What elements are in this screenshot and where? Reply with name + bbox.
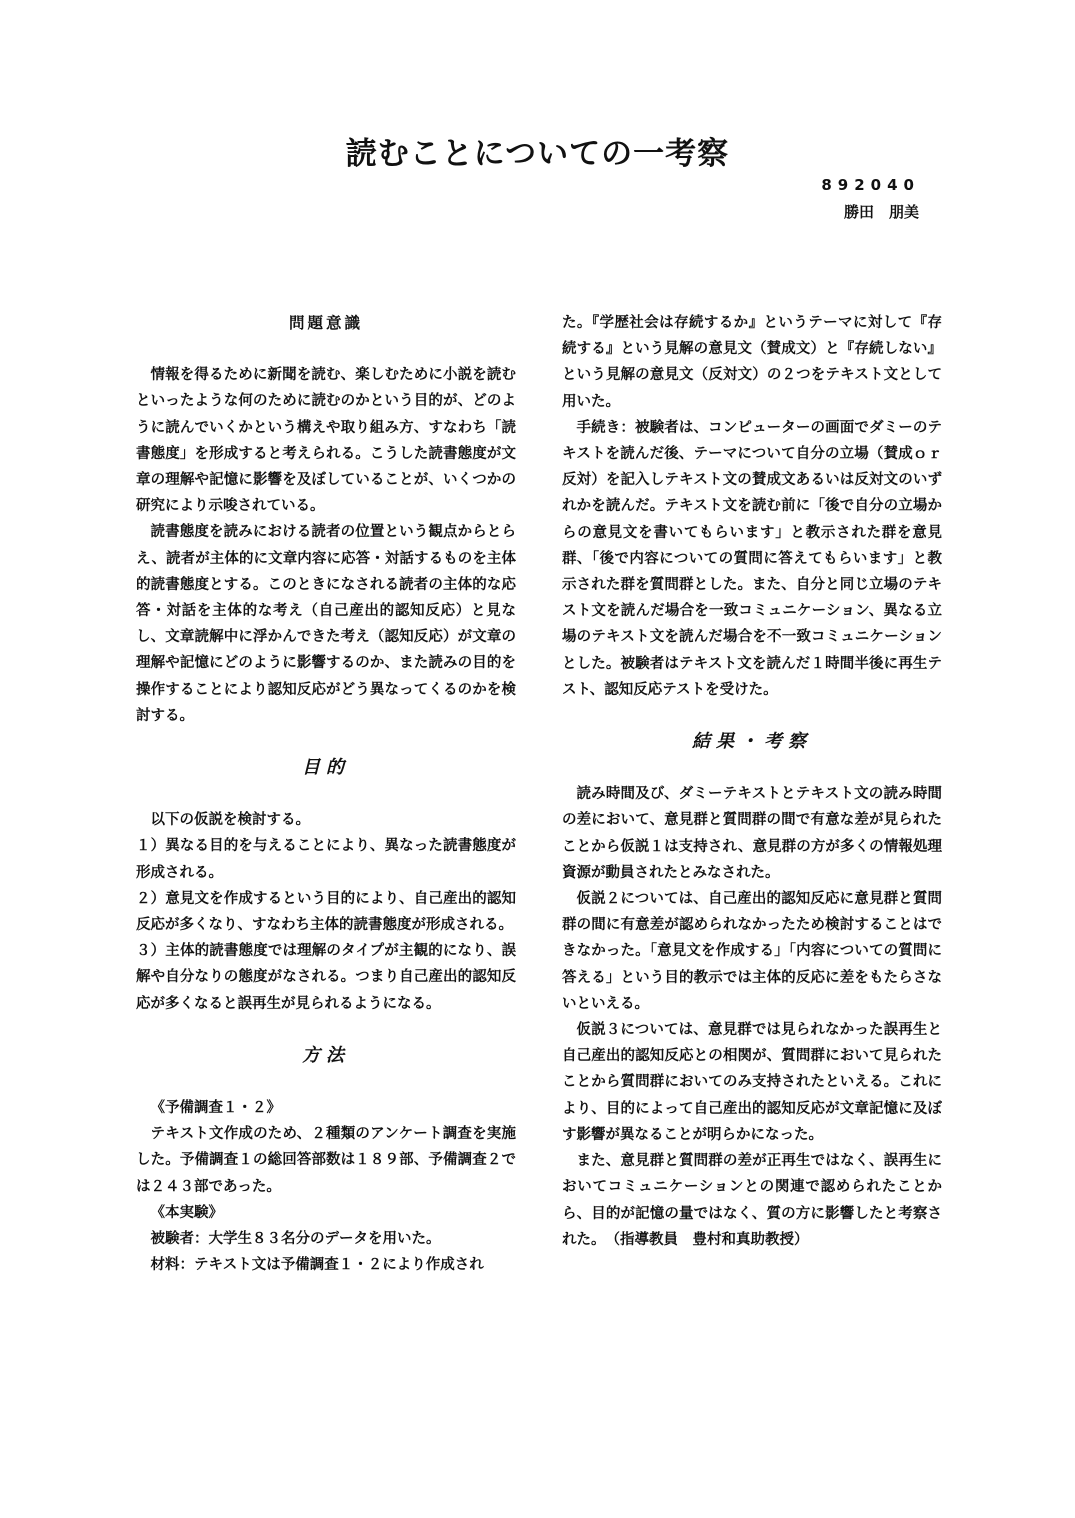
mondai-paragraph: 読書態度を読みにおける読者の位置という観点からとらえ、読者が主体的に文章内容に応答・対話するものを主体的読書態度とする。このときになされる読者の主体的な応答・対話を主体的な考え（自己産出的認知反応）と見なし、文章読解中に浮かんできた考え（認知反応）が文章の理解や記憶にどのように影響するのか、また読みの目的を操作することにより認知反応がどう異なってくるのかを検討する。 (136, 524, 516, 724)
mokuteki-intro: 以下の仮説を検討する。 (150, 812, 310, 829)
section-heading-kekka: 結果・考察 (692, 731, 812, 753)
hypothesis-item: ２）意見文を作成するという目的により、自己産出的認知反応が多くなり、すなわち主体的読書態度が形成される。 (136, 890, 516, 934)
results-paragraph: 読み時間及び、ダミーテキストとテキスト文の読み時間の差において、意見群と質問群の間で有意な差が見られたことから仮説１は支持され、意見群の方が多くの情報処理資源が動員されたとみなされた。 (562, 786, 942, 881)
student-id: 892040 (821, 176, 920, 194)
hypothesis-item: １）異なる目的を与えることにより、異なった読書態度が形成される。 (136, 838, 516, 881)
section-heading-houhou: 方法 (302, 1044, 350, 1066)
method-paragraph: 手続き：被験者は、コンピューターの画面でダミーのテキストを読んだ後、テーマについて自分の立場（賛成ｏｒ反対）を記入しテキスト文の賛成文あるいは反対文のいずれかを読んだ。テキスト文を読む前に「後で自分の立場からの意見文を書いてもらいます」と教示された群を意見群、「後で内容についての質問に答えてもらいます」と教示された群を質問群とした。また、自分と同じ立場のテキスト文を読んだ場合を一致コミュニケーション、異なる立場のテキスト文を読んだ場合を不一致コミュニケーションとした。被験者はテキスト文を読んだ１時間半後に再生テスト、認知反応テストを受けた。 (562, 419, 942, 698)
paper-title: 読むことについての一考察 (345, 136, 730, 172)
method-paragraph: た。『学歴社会は存続するか』というテーマに対して『存続する』という見解の意見文（賛成文）と『存続しない』という見解の意見文（反対文）の２つをテキスト文として用いた。 (562, 315, 942, 410)
method-subheading: 《本実験》 (150, 1204, 223, 1221)
method-paragraph: テキスト文作成のため、２種類のアンケート調査を実施した。予備調査１の総回答部数は１８９部、予備調査２では２４３部であった。 (136, 1126, 516, 1195)
results-paragraph: 仮説２については、自己産出的認知反応に意見群と質問群の間に有意差が認められなかったため検討することはできなかった。「意見文を作成する」「内容についての質問に答える」という目的教示では主体的反応に差をもたらさないといえる。 (562, 891, 942, 1012)
author-name: 勝田 朋美 (843, 203, 919, 221)
hypothesis-item: ３）主体的読書態度では理解のタイプが主観的になり、誤解や自分なりの態度がなされる。つまり自己産出的認知反応が多くなると誤再生が見られるようになる。 (136, 943, 516, 1012)
left-column (136, 310, 516, 1279)
results-paragraph: 仮説３については、意見群では見られなかった誤再生と自己産出的認知反応との相関が、質問群において見られたことから質問群においてのみ支持されたといえる。これにより、目的によって自己産出的認知反応が文章記憶に及ぼす影響が異なることが明らかになった。 (562, 1022, 942, 1143)
method-paragraph: 材料：テキスト文は予備調査１・２により作成され (150, 1257, 484, 1274)
results-paragraph: また、意見群と質問群の差が正再生ではなく、誤再生においてコミュニケーションとの関連で認められたことから、目的が記憶の量ではなく、質の方に影響したと考察された。 （指導教員 豊村和真助教授） (562, 1153, 942, 1248)
mondai-paragraph: 情報を得るために新聞を読む、楽しむために小説を読むといったような何のために読むのかという目的が、どのように読んでいくかという構えや取り組み方、すなわち「読書態度」を形成すると考えられる。こうした読書態度が文章の理解や記憶に影響を及ぼしていることが、いくつかの研究により示唆されている。 (136, 367, 516, 515)
section-heading-mokuteki: 目的 (302, 757, 350, 779)
section-heading-mondai: 問題意識 (288, 314, 363, 332)
method-subheading: 《予備調査１・２》 (150, 1100, 281, 1117)
method-paragraph: 被験者：大学生８３名分のデータを用いた。 (150, 1231, 441, 1248)
right-column (562, 310, 942, 1253)
